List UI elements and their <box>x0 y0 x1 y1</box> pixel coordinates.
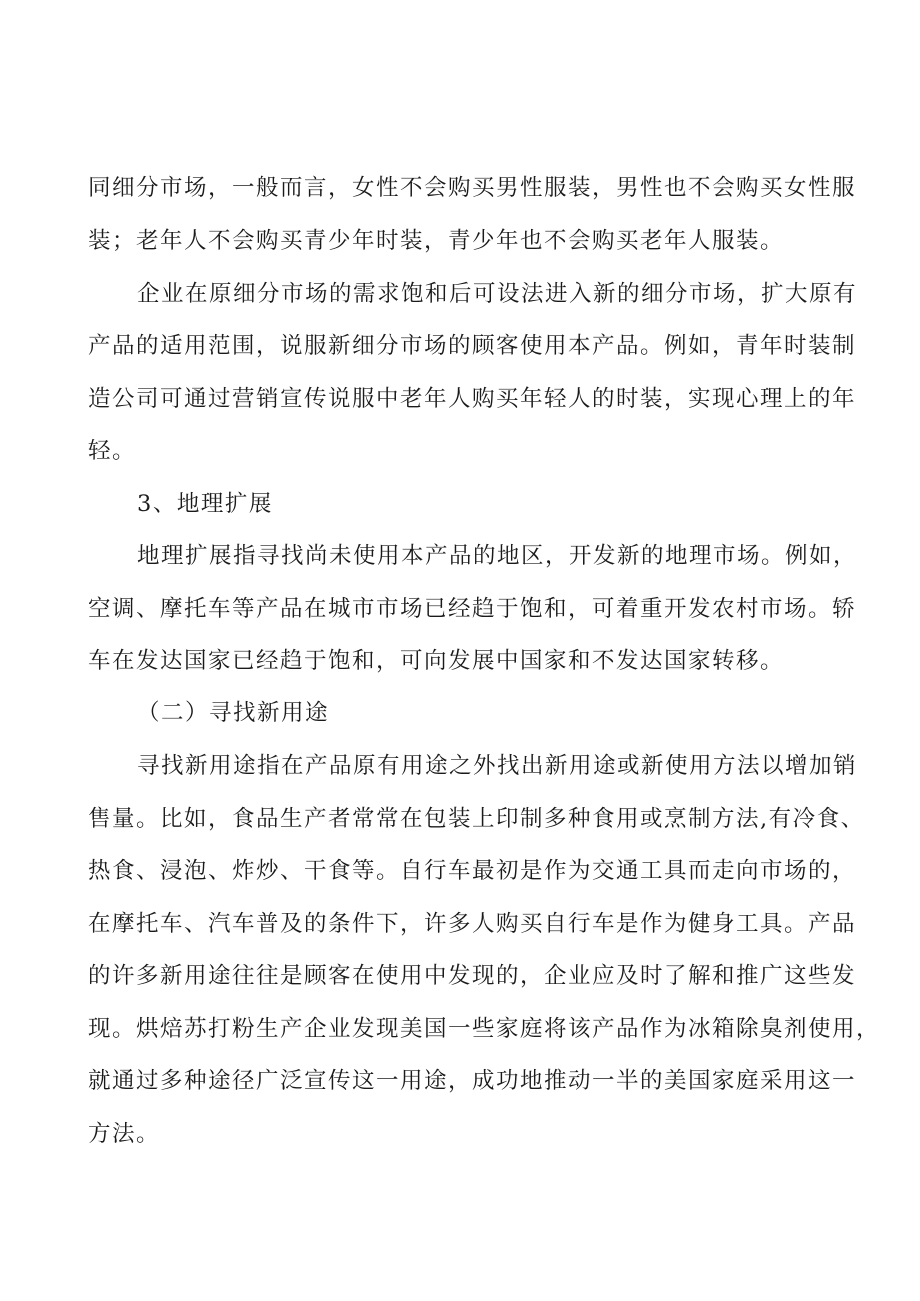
paragraph-line: 产品的适用范围，说服新细分市场的顾客使用本产品。例如，青年时装制 <box>88 333 857 359</box>
paragraph-line: 轻。 <box>88 438 137 464</box>
section-heading: 3、地理扩展 <box>137 491 273 517</box>
paragraph-line: 寻找新用途指在产品原有用途之外找出新用途或新使用方法以增加销 <box>137 753 858 779</box>
paragraph-line: 现。烘焙苏打粉生产企业发现美国一些家庭将该产品作为冰箱除臭剂使用， <box>88 1016 881 1042</box>
paragraph-line: 地理扩展指寻找尚未使用本产品的地区，开发新的地理市场。例如， <box>137 543 858 569</box>
paragraph-line: 造公司可通过营销宣传说服中老年人购买年轻人的时装，实现心理上的年 <box>88 386 857 412</box>
paragraph-line: 热食、浸泡、炸炒、干食等。自行车最初是作为交通工具而走向市场的， <box>88 858 857 884</box>
paragraph-line: 在摩托车、汽车普及的条件下，许多人购买自行车是作为健身工具。产品 <box>88 911 857 937</box>
paragraph-line: 方法。 <box>88 1121 161 1147</box>
section-heading: （二）寻找新用途 <box>137 700 330 726</box>
paragraph-line: 同细分市场，一般而言，女性不会购买男性服装，男性也不会购买女性服 <box>88 175 857 201</box>
paragraph-line: 车在发达国家已经趋于饱和，可向发展中国家和不发达国家转移。 <box>88 648 785 674</box>
paragraph-line: 空调、摩托车等产品在城市市场已经趋于饱和，可着重开发农村市场。轿 <box>88 596 857 622</box>
paragraph-line: 企业在原细分市场的需求饱和后可设法进入新的细分市场，扩大原有 <box>137 281 858 307</box>
paragraph-line: 的许多新用途往往是顾客在使用中发现的，企业应及时了解和推广这些发 <box>88 963 857 989</box>
paragraph-line: 售量。比如，食品生产者常常在包装上印制多种食用或烹制方法,有冷食、 <box>88 806 865 832</box>
paragraph-line: 装；老年人不会购买青少年时装，青少年也不会购买老年人服装。 <box>88 228 785 254</box>
paragraph-line: 就通过多种途径广泛宣传这一用途，成功地推动一半的美国家庭采用这一 <box>88 1068 857 1094</box>
